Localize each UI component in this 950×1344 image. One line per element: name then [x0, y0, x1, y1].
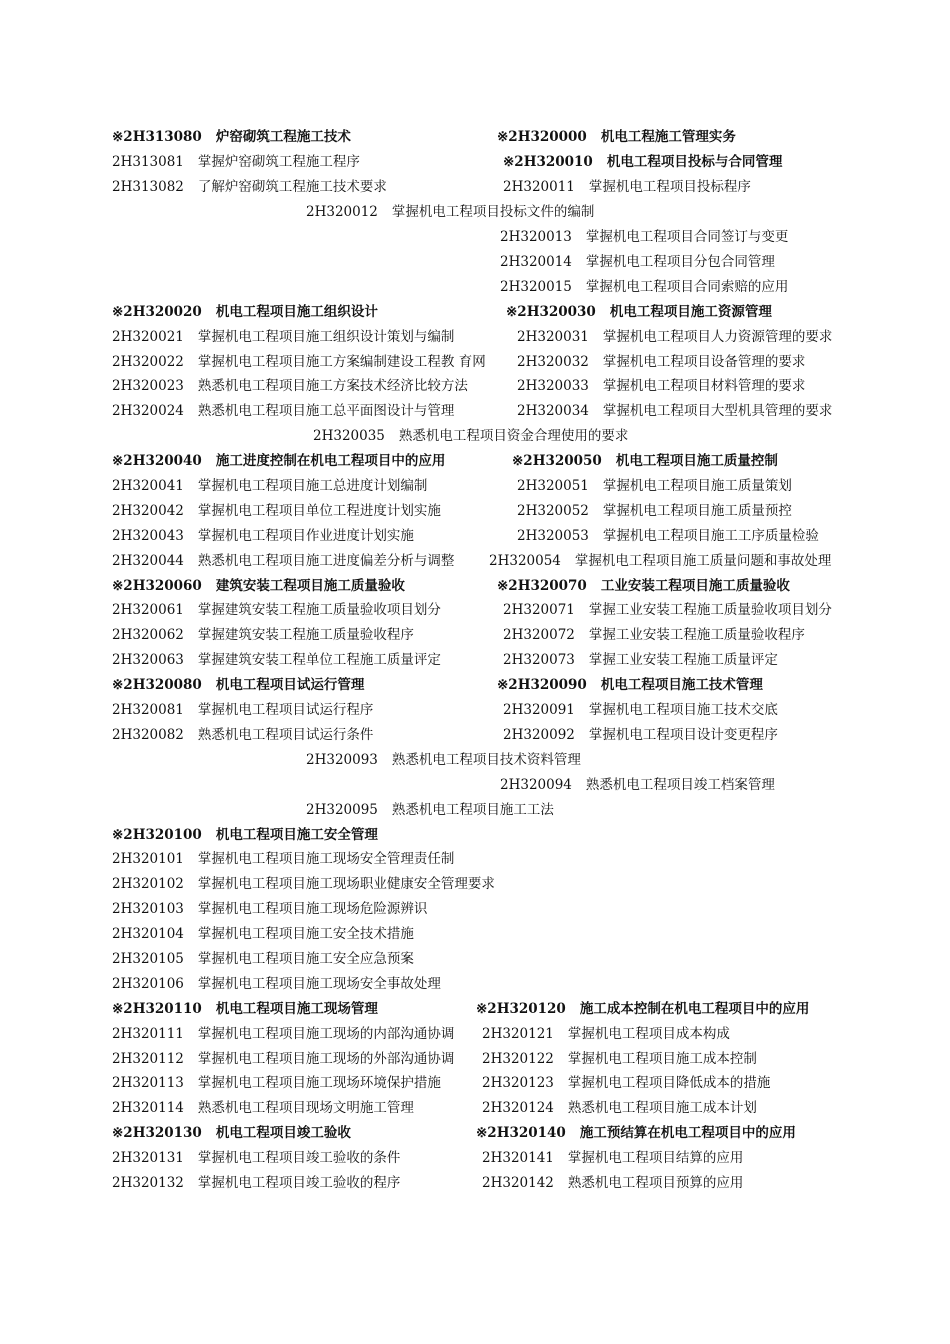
outline-item	[517, 401, 832, 421]
section-heading	[506, 302, 772, 322]
item-title: 掌握机电工程项目材料管理的要求	[602, 378, 806, 394]
outline-item	[112, 1049, 454, 1069]
item-code: 2H313081	[112, 154, 184, 170]
item-code: ※2H320110	[112, 1001, 202, 1017]
item-code: 2H320104	[112, 926, 184, 942]
item-title: 掌握机电工程项目合同索赔的应用	[585, 279, 789, 295]
item-code: 2H320022	[112, 354, 184, 370]
outline-item	[112, 526, 414, 546]
outline-item	[112, 899, 427, 919]
item-code: 2H320111	[112, 1026, 184, 1042]
item-code: ※2H320030	[506, 304, 596, 320]
item-code: ※2H320050	[512, 453, 602, 469]
outline-item	[112, 1148, 400, 1168]
item-title: 了解炉窑砌筑工程施工技术要求	[197, 179, 387, 195]
item-code: 2H320053	[517, 528, 589, 544]
outline-item	[503, 700, 778, 720]
item-code: 2H320102	[112, 876, 184, 892]
item-title: 机电工程项目施工资源管理	[609, 304, 772, 320]
outline-item	[503, 600, 832, 620]
item-code: ※2H320130	[112, 1125, 202, 1141]
item-title: 机电工程项目施工安全管理	[215, 827, 378, 843]
outline-item	[112, 177, 387, 197]
item-code: ※2H320120	[476, 1001, 566, 1017]
item-title: 熟悉机电工程项目施工成本计划	[567, 1100, 757, 1116]
item-code: 2H320124	[482, 1100, 554, 1116]
item-title: 掌握机电工程项目竣工验收的条件	[197, 1150, 401, 1166]
outline-item	[112, 725, 373, 745]
item-title: 掌握机电工程项目降低成本的措施	[567, 1075, 771, 1091]
item-title: 掌握机电工程项目施工现场的外部沟通协调	[197, 1051, 455, 1067]
item-title: 熟悉机电工程项目资金合理使用的要求	[398, 428, 629, 444]
outline-item	[112, 625, 414, 645]
outline-item	[112, 924, 414, 944]
item-code: 2H320051	[517, 478, 589, 494]
item-code: 2H320113	[112, 1075, 184, 1091]
section-heading	[112, 127, 351, 147]
outline-item	[500, 775, 775, 795]
item-title: 掌握机电工程项目施工质量预控	[602, 503, 792, 519]
item-title: 掌握机电工程项目施工现场职业健康安全管理要求	[197, 876, 495, 892]
outline-item	[112, 551, 454, 571]
item-title: 掌握机电工程项目施工安全技术措施	[197, 926, 414, 942]
outline-item	[482, 1173, 743, 1193]
section-heading	[112, 302, 378, 322]
outline-item	[313, 426, 628, 446]
item-code: 2H313082	[112, 179, 184, 195]
outline-item	[500, 252, 775, 272]
outline-item	[500, 227, 788, 247]
section-heading	[497, 675, 763, 695]
section-heading	[503, 152, 782, 172]
item-title: 建筑安装工程项目施工质量验收	[215, 578, 405, 594]
item-code: 2H320024	[112, 403, 184, 419]
item-code: 2H320094	[500, 777, 572, 793]
item-code: ※2H320080	[112, 677, 202, 693]
section-heading	[112, 1123, 351, 1143]
outline-item	[517, 327, 832, 347]
outline-item	[489, 551, 831, 571]
item-title: 掌握机电工程项目施工工序质量检验	[602, 528, 819, 544]
item-code: 2H320043	[112, 528, 184, 544]
item-code: 2H320081	[112, 702, 184, 718]
section-heading	[497, 576, 790, 596]
section-heading	[112, 675, 364, 695]
item-title: 熟悉机电工程项目施工方案技术经济比较方法	[197, 378, 468, 394]
item-title: 掌握建筑安装工程单位工程施工质量评定	[197, 652, 441, 668]
outline-item	[503, 177, 751, 197]
outline-item	[112, 327, 454, 347]
item-code: ※2H320090	[497, 677, 587, 693]
item-code: 2H320021	[112, 329, 184, 345]
item-code: 2H320035	[313, 428, 385, 444]
item-code: 2H320014	[500, 254, 572, 270]
item-title: 机电工程项目施工技术管理	[600, 677, 763, 693]
item-title: 施工成本控制在机电工程项目中的应用	[579, 1001, 810, 1017]
outline-item	[112, 600, 441, 620]
item-title: 掌握建筑安装工程施工质量验收项目划分	[197, 602, 441, 618]
item-code: 2H320122	[482, 1051, 554, 1067]
item-code: 2H320082	[112, 727, 184, 743]
item-title: 掌握工业安装工程施工质量评定	[588, 652, 778, 668]
item-title: 掌握机电工程项目结算的应用	[567, 1150, 744, 1166]
item-code: ※2H320010	[503, 154, 593, 170]
outline-item	[112, 1073, 441, 1093]
item-title: 掌握机电工程项目施工方案编制建设工程教 育网	[197, 354, 486, 370]
item-code: ※2H320070	[497, 578, 587, 594]
outline-item	[306, 800, 554, 820]
item-title: 掌握机电工程项目施工质量策划	[602, 478, 792, 494]
section-heading	[112, 451, 445, 471]
outline-item	[112, 949, 414, 969]
item-code: ※2H320100	[112, 827, 202, 843]
item-title: 掌握机电工程项目作业进度计划实施	[197, 528, 414, 544]
section-heading	[112, 999, 378, 1019]
item-title: 机电工程施工管理实务	[600, 129, 736, 145]
item-code: 2H320121	[482, 1026, 554, 1042]
outline-item	[482, 1148, 743, 1168]
outline-item	[112, 1098, 414, 1118]
item-code: 2H320092	[503, 727, 575, 743]
outline-item	[517, 526, 819, 546]
item-title: 施工进度控制在机电工程项目中的应用	[215, 453, 446, 469]
item-code: 2H320071	[503, 602, 575, 618]
item-code: ※2H320140	[476, 1125, 566, 1141]
outline-item	[112, 152, 360, 172]
outline-item	[503, 725, 778, 745]
item-code: ※2H320000	[497, 129, 587, 145]
outline-item	[517, 352, 805, 372]
item-title: 掌握机电工程项目施工现场环境保护措施	[197, 1075, 441, 1091]
section-heading	[112, 825, 378, 845]
item-title: 掌握机电工程项目设备管理的要求	[602, 354, 806, 370]
item-code: 2H320011	[503, 179, 575, 195]
item-code: 2H320032	[517, 354, 589, 370]
item-title: 掌握建筑安装工程施工质量验收程序	[197, 627, 414, 643]
item-title: 机电工程项目试运行管理	[215, 677, 365, 693]
item-code: ※2H313080	[112, 129, 202, 145]
item-title: 机电工程项目施工质量控制	[615, 453, 778, 469]
item-title: 掌握工业安装工程施工质量验收项目划分	[588, 602, 832, 618]
outline-item	[112, 1024, 454, 1044]
item-code: ※2H320060	[112, 578, 202, 594]
item-code: 2H320023	[112, 378, 184, 394]
item-title: 熟悉机电工程项目竣工档案管理	[585, 777, 775, 793]
item-title: 机电工程项目施工现场管理	[215, 1001, 378, 1017]
item-title: 熟悉机电工程项目试运行条件	[197, 727, 374, 743]
item-code: 2H320031	[517, 329, 589, 345]
outline-item	[517, 376, 805, 396]
item-title: 机电工程项目投标与合同管理	[606, 154, 783, 170]
outline-item	[482, 1049, 757, 1069]
item-code: 2H320015	[500, 279, 572, 295]
item-code: 2H320132	[112, 1175, 184, 1191]
item-code: 2H320072	[503, 627, 575, 643]
outline-item	[112, 376, 468, 396]
item-title: 掌握机电工程项目大型机具管理的要求	[602, 403, 833, 419]
outline-item	[482, 1073, 770, 1093]
item-code: 2H320141	[482, 1150, 554, 1166]
outline-item	[112, 501, 441, 521]
item-code: 2H320044	[112, 553, 184, 569]
outline-item	[112, 874, 495, 894]
outline-item	[112, 476, 427, 496]
item-title: 掌握机电工程项目人力资源管理的要求	[602, 329, 833, 345]
outline-item	[112, 401, 454, 421]
item-title: 熟悉机电工程项目技术资料管理	[391, 752, 581, 768]
item-title: 熟悉机电工程项目施工总平面图设计与管理	[197, 403, 455, 419]
outline-item	[112, 1173, 400, 1193]
item-code: 2H320095	[306, 802, 378, 818]
item-title: 掌握工业安装工程施工质量验收程序	[588, 627, 805, 643]
item-code: 2H320033	[517, 378, 589, 394]
item-code: 2H320093	[306, 752, 378, 768]
item-title: 掌握机电工程项目施工质量问题和事故处理	[574, 553, 832, 569]
item-code: 2H320142	[482, 1175, 554, 1191]
section-heading	[112, 576, 405, 596]
item-title: 掌握机电工程项目试运行程序	[197, 702, 374, 718]
outline-item	[306, 750, 581, 770]
item-title: 炉窑砌筑工程施工技术	[215, 129, 351, 145]
section-heading	[497, 127, 736, 147]
item-code: 2H320012	[306, 204, 378, 220]
item-code: 2H320054	[489, 553, 561, 569]
item-code: 2H320061	[112, 602, 184, 618]
item-title: 掌握机电工程项目施工现场的内部沟通协调	[197, 1026, 455, 1042]
item-title: 掌握机电工程项目施工技术交底	[588, 702, 778, 718]
outline-item	[500, 277, 788, 297]
item-title: 掌握机电工程项目分包合同管理	[585, 254, 775, 270]
item-title: 机电工程项目竣工验收	[215, 1125, 351, 1141]
item-code: 2H320041	[112, 478, 184, 494]
item-code: 2H320123	[482, 1075, 554, 1091]
item-title: 掌握机电工程项目施工成本控制	[567, 1051, 757, 1067]
item-title: 掌握机电工程项目投标文件的编制	[391, 204, 595, 220]
outline-item	[112, 974, 441, 994]
item-title: 掌握机电工程项目投标程序	[588, 179, 751, 195]
outline-item	[503, 625, 805, 645]
item-title: 熟悉机电工程项目现场文明施工管理	[197, 1100, 414, 1116]
outline-item	[482, 1098, 757, 1118]
item-title: 掌握机电工程项目单位工程进度计划实施	[197, 503, 441, 519]
item-title: 熟悉机电工程项目预算的应用	[567, 1175, 744, 1191]
item-code: 2H320131	[112, 1150, 184, 1166]
item-code: 2H320103	[112, 901, 184, 917]
item-code: 2H320101	[112, 851, 184, 867]
outline-item	[112, 352, 486, 372]
item-code: 2H320063	[112, 652, 184, 668]
item-code: ※2H320020	[112, 304, 202, 320]
item-title: 熟悉机电工程项目施工工法	[391, 802, 554, 818]
outline-item	[112, 650, 441, 670]
item-title: 熟悉机电工程项目施工进度偏差分析与调整	[197, 553, 455, 569]
outline-item	[503, 650, 778, 670]
item-title: 机电工程项目施工组织设计	[215, 304, 378, 320]
item-code: 2H320106	[112, 976, 184, 992]
item-title: 掌握机电工程项目施工组织设计策划与编制	[197, 329, 455, 345]
item-title: 掌握炉窑砌筑工程施工程序	[197, 154, 360, 170]
item-title: 掌握机电工程项目设计变更程序	[588, 727, 778, 743]
item-code: ※2H320040	[112, 453, 202, 469]
item-code: 2H320042	[112, 503, 184, 519]
item-code: 2H320034	[517, 403, 589, 419]
outline-item	[306, 202, 594, 222]
item-title: 工业安装工程项目施工质量验收	[600, 578, 790, 594]
section-heading	[476, 1123, 796, 1143]
item-title: 掌握机电工程项目施工现场安全管理责任制	[197, 851, 455, 867]
item-code: 2H320091	[503, 702, 575, 718]
item-code: 2H320062	[112, 627, 184, 643]
item-title: 掌握机电工程项目合同签订与变更	[585, 229, 789, 245]
item-code: 2H320105	[112, 951, 184, 967]
outline-item	[112, 700, 373, 720]
item-code: 2H320052	[517, 503, 589, 519]
section-heading	[512, 451, 778, 471]
item-title: 掌握机电工程项目施工现场危险源辨识	[197, 901, 428, 917]
section-heading	[476, 999, 809, 1019]
outline-item	[517, 501, 792, 521]
item-title: 掌握机电工程项目成本构成	[567, 1026, 730, 1042]
item-code: 2H320013	[500, 229, 572, 245]
item-code: 2H320112	[112, 1051, 184, 1067]
outline-item	[112, 849, 454, 869]
outline-item	[482, 1024, 730, 1044]
item-title: 掌握机电工程项目施工现场安全事故处理	[197, 976, 441, 992]
item-title: 施工预结算在机电工程项目中的应用	[579, 1125, 796, 1141]
item-code: 2H320114	[112, 1100, 184, 1116]
item-title: 掌握机电工程项目施工总进度计划编制	[197, 478, 428, 494]
outline-item	[517, 476, 792, 496]
item-title: 掌握机电工程项目施工安全应急预案	[197, 951, 414, 967]
item-title: 掌握机电工程项目竣工验收的程序	[197, 1175, 401, 1191]
item-code: 2H320073	[503, 652, 575, 668]
